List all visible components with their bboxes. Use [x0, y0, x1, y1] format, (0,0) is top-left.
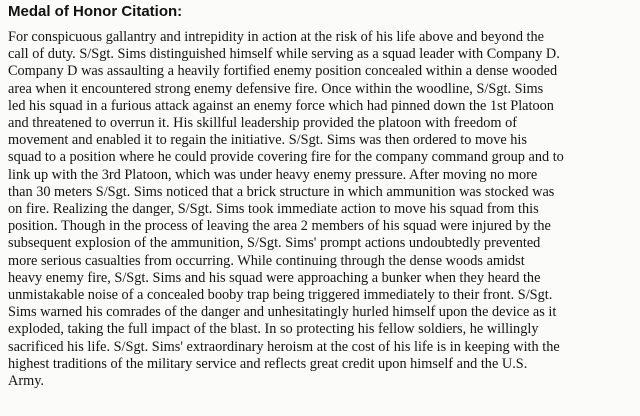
citation-line: sacrificed his life. S/Sgt. Sims' extraordinary heroism at the cost of his life is in keeping with the — [8, 338, 560, 355]
citation-line: position. Though in the process of leaving the area 2 members of his squad were injured by the — [8, 218, 551, 235]
citation-line: than 30 meters S/Sgt. Sims noticed that a brick structure in which ammunition was stocked was — [8, 183, 555, 200]
citation-line: For conspicuous gallantry and intrepidity in action at the risk of his life above and beyond the — [8, 29, 545, 45]
citation-title: Medal of Honor Citation: — [8, 3, 183, 20]
citation-line: unmistakable noise of a concealed booby trap being triggered immediately to their front. S/Sgt. — [8, 287, 553, 304]
citation-line: area when it encountered strong enemy defensive fire. Once within the woodline, S/Sgt. Sims — [8, 80, 544, 97]
citation-line: highest traditions of the military service and reflects great credit upon himself and the U.S. — [8, 355, 528, 372]
citation-line: more serious casualties from occurring. While continuing through the dense woods amidst — [8, 252, 525, 269]
citation-line: squad to a position where he could provide covering fire for the company command group and to — [8, 149, 564, 166]
citation-line: call of duty. S/Sgt. Sims distinguished himself while serving as a squad leader with Company D. — [8, 46, 560, 63]
citation-line: and threatened to overrun it. His skillful leadership provided the platoon with freedom of — [8, 115, 517, 132]
citation-line: subsequent explosion of the ammunition, S/Sgt. Sims' prompt actions undoubtedly prevented — [8, 235, 541, 252]
citation-body — [8, 29, 636, 390]
citation-line: Army. — [8, 373, 45, 390]
citation-line: exploded, taking the full impact of the blast. In so protecting his fellow soldiers, he willingly — [8, 321, 539, 338]
citation-line: heavy enemy fire, S/Sgt. Sims and his squad were approaching a bunker when they heard the — [8, 269, 541, 286]
citation-line: on fire. Realizing the danger, S/Sgt. Sims took immediate action to move his squad from this — [8, 201, 539, 218]
citation-line: led his squad in a furious attack against an enemy force which had pinned down the 1st Platoon — [8, 97, 554, 114]
citation-line: link up with the 3rd Platoon, which was under heavy enemy pressure. After moving no more — [8, 166, 538, 183]
citation-line: Company D was assaulting a heavily fortified enemy position concealed within a dense wooded — [8, 63, 558, 80]
citation-line: Sims warned his comrades of the danger and unhesitatingly hurled himself upon the device as it — [8, 304, 557, 321]
citation-line: movement and enabled it to regain the initiative. S/Sgt. Sims was then ordered to move his — [8, 132, 527, 149]
